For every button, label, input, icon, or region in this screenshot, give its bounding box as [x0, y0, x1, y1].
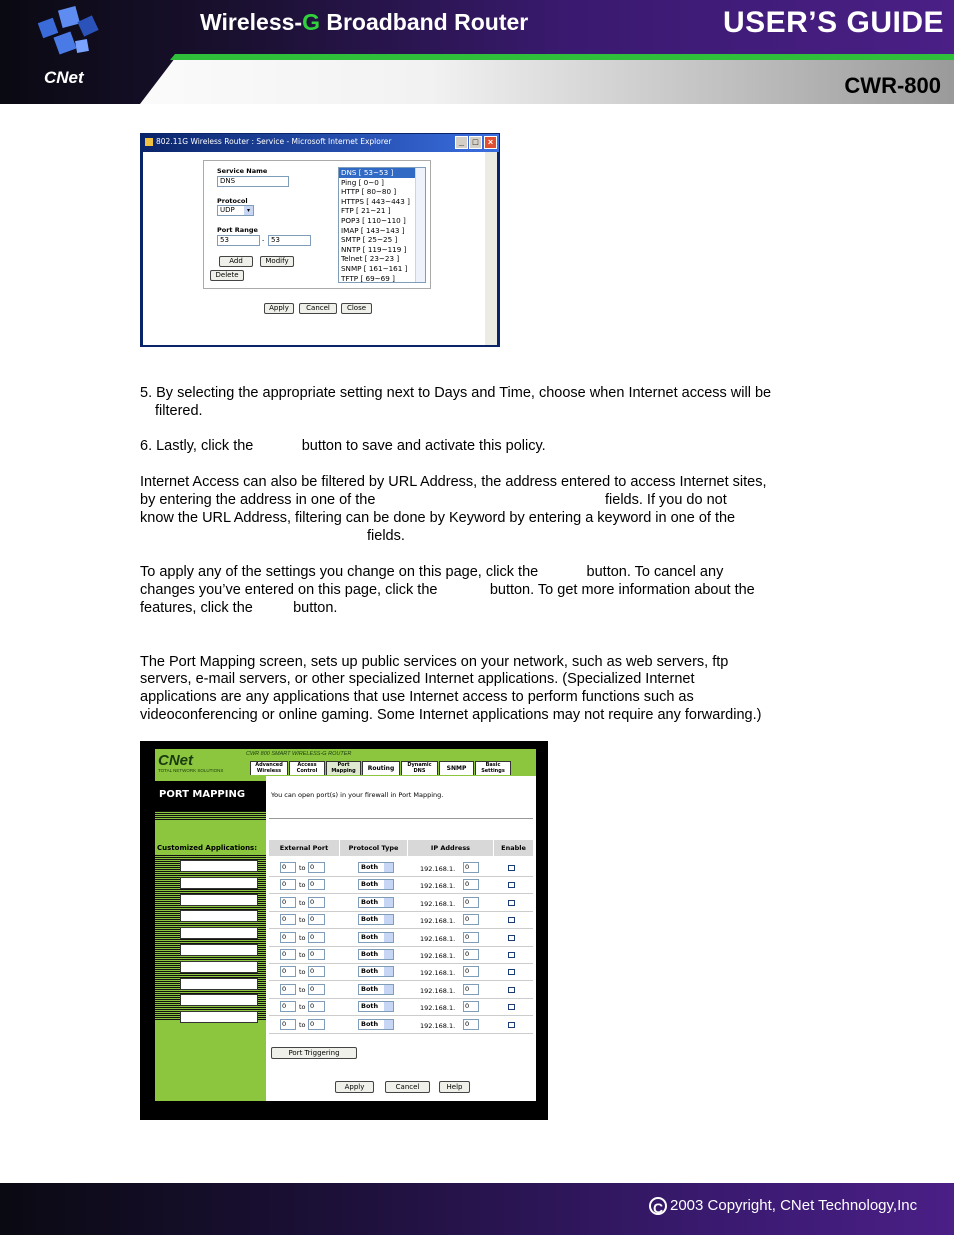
protocol-type-select[interactable]: Both [358, 966, 394, 977]
enable-checkbox[interactable] [508, 935, 515, 941]
close-button[interactable]: Close [341, 303, 372, 314]
ip-prefix: 192.168.1. [420, 969, 456, 978]
header-title: Wireless-G Broadband Router [200, 9, 529, 35]
ip-prefix: 192.168.1. [420, 865, 456, 873]
protocol-type-select[interactable]: Both [358, 879, 394, 890]
page-title: PORT MAPPING [159, 789, 246, 800]
port-to-input[interactable]: 53 [268, 235, 311, 246]
enable-checkbox[interactable] [508, 987, 515, 993]
protocol-type-select[interactable]: Both [358, 914, 394, 925]
external-port-from-input[interactable]: 0 [280, 914, 296, 925]
service-list-item[interactable]: HTTPS [ 443~443 ] [341, 196, 410, 206]
window-titlebar [141, 134, 499, 152]
ip-last-octet-input[interactable]: 0 [463, 862, 479, 873]
ip-last-octet-input[interactable]: 0 [463, 879, 479, 890]
modify-button[interactable]: Modify [260, 256, 294, 267]
external-port-from-input[interactable]: 0 [280, 932, 296, 943]
protocol-type-select[interactable]: Both [358, 862, 394, 873]
application-name-input[interactable] [180, 877, 258, 889]
page-header [0, 0, 954, 104]
chevron-down-icon: ▾ [244, 206, 253, 215]
tab-label-line1: Advanced [255, 762, 283, 768]
col-ip-address: IP Address [408, 840, 493, 856]
tab-dynamic-dns[interactable] [401, 761, 438, 775]
router-logo: CNet [158, 752, 194, 769]
close-icon[interactable]: × [484, 136, 497, 149]
service-fieldset [203, 160, 431, 289]
apply-line1: To apply any of the settings you change on this page, click the button. To cancel any [140, 564, 724, 580]
copyright-icon: C [649, 1197, 667, 1215]
ip-prefix: 192.168.1. [420, 952, 456, 960]
tab-label-line2: Wireless [256, 767, 282, 774]
apply-button[interactable]: Apply [335, 1081, 374, 1093]
cancel-button[interactable]: Cancel [299, 303, 337, 314]
intro-text: You can open port(s) in your firewall in Port Mapping. [271, 791, 444, 799]
ip-prefix: 192.168.1. [420, 882, 456, 891]
ip-prefix: 192.168.1. [420, 1004, 456, 1013]
external-port-from-input[interactable]: 0 [280, 897, 296, 908]
header-logo: CNet [44, 68, 84, 87]
window-scrollbar[interactable] [485, 152, 497, 345]
ip-prefix: 192.168.1. [420, 917, 456, 926]
to-label: to [299, 898, 306, 907]
ie-icon [145, 138, 153, 146]
enable-checkbox[interactable] [508, 900, 515, 906]
protocol-select[interactable]: UDP ▾ [217, 205, 254, 216]
table-row [269, 946, 533, 964]
header-model: CWR-800 [844, 73, 941, 98]
router-model-line: CWR 800 SMART WIRELESS-G ROUTER [246, 751, 352, 757]
enable-checkbox[interactable] [508, 917, 515, 923]
pm-line1: The Port Mapping screen, sets up public services on your network, such as web servers, ftp [140, 654, 729, 670]
tab-access-control[interactable] [289, 761, 325, 775]
window-title: 802.11G Wireless Router : Service - Microsoft Internet Explorer [156, 137, 392, 146]
application-name-input[interactable] [180, 978, 258, 990]
service-name-input[interactable]: DNS [217, 176, 289, 187]
router-topbar [155, 749, 536, 776]
enable-checkbox[interactable] [508, 1004, 515, 1010]
to-label: to [299, 1003, 306, 1012]
apply-line2: changes you’ve entered on this page, click the button. To get more information about the [140, 582, 755, 598]
table-row [269, 929, 533, 947]
service-list-item[interactable]: Telnet [ 23~23 ] [341, 254, 400, 264]
header-band [0, 58, 954, 104]
tab-advanced-wireless[interactable] [250, 761, 288, 775]
customized-area [155, 810, 266, 857]
step5-line2: filtered. [155, 403, 203, 419]
to-label: to [299, 881, 306, 890]
external-port-from-input[interactable]: 0 [280, 862, 296, 873]
header-guide: USER’S GUIDE [722, 6, 944, 39]
service-list-item[interactable]: DNS [ 53~53 ] [339, 168, 425, 178]
pm-line4: videoconferencing or online gaming. Some Internet applications may not require any forwarding.) [140, 707, 762, 723]
external-port-to-input[interactable]: 0 [308, 862, 325, 873]
external-port-to-input[interactable]: 0 [308, 1019, 325, 1030]
application-name-input[interactable] [180, 1011, 258, 1023]
enable-checkbox[interactable] [508, 969, 515, 975]
port-mapping-screenshot [140, 741, 548, 1120]
ip-last-octet-input[interactable]: 0 [463, 932, 479, 943]
to-label: to [299, 933, 306, 942]
protocol-type-select[interactable]: Both [358, 984, 394, 995]
ip-prefix: 192.168.1. [420, 899, 456, 908]
external-port-from-input[interactable]: 0 [280, 1019, 296, 1030]
protocol-type-select[interactable]: Both [358, 1001, 394, 1012]
divider [269, 818, 533, 819]
to-label: to [299, 864, 306, 872]
tab-snmp[interactable] [439, 761, 474, 775]
page-title-bar [155, 781, 266, 811]
tab-label-line1: Access [297, 762, 317, 768]
col-enable: Enable [494, 840, 533, 856]
application-name-input[interactable] [180, 860, 258, 872]
external-port-to-input[interactable]: 0 [308, 932, 325, 943]
external-port-to-input[interactable]: 0 [308, 966, 325, 977]
ip-prefix: 192.168.1. [420, 934, 456, 943]
application-name-input[interactable] [180, 944, 258, 956]
tab-label-line2: Settings [481, 767, 505, 774]
enable-checkbox[interactable] [508, 882, 515, 888]
step6-text: 6. Lastly, click the button to save and activate this policy. [140, 438, 546, 454]
pm-line3: applications are any applications that use Internet access to perform functions such as [140, 689, 694, 705]
customized-label: Customized Applications: [157, 844, 258, 852]
service-list-item[interactable]: FTP [ 21~21 ] [341, 206, 391, 216]
table-row [269, 876, 533, 894]
external-port-from-input[interactable]: 0 [280, 949, 296, 960]
service-list[interactable] [338, 167, 426, 283]
external-port-from-input[interactable]: 0 [280, 879, 296, 890]
external-port-to-input[interactable]: 0 [308, 1001, 325, 1012]
table-row [269, 981, 533, 999]
tab-label-line2: Mapping [331, 767, 356, 774]
application-name-input[interactable] [180, 961, 258, 973]
port-triggering-button[interactable]: Port Triggering [271, 1047, 357, 1059]
url-line4: fields. [367, 528, 405, 544]
enable-checkbox[interactable] [508, 952, 515, 958]
external-port-from-input[interactable]: 0 [280, 1001, 296, 1012]
url-line2: by entering the address in one of the fields. If you do not [140, 492, 727, 508]
tab-label-line1: Routing [367, 765, 395, 772]
table-row [269, 859, 533, 877]
list-scrollbar[interactable] [415, 168, 425, 282]
protocol-type-select[interactable]: Both [358, 897, 394, 908]
service-list-item[interactable]: Ping [ 0~0 ] [341, 177, 384, 187]
table-row [269, 963, 533, 981]
ip-prefix: 192.168.1. [420, 986, 456, 995]
header-green-line [130, 54, 954, 60]
ip-last-octet-input[interactable]: 0 [463, 914, 479, 925]
tab-label-line1: Dynamic [407, 762, 432, 768]
router-logo-sub: TOTAL NETWORK SOLUTIONS [158, 768, 224, 773]
table-row [269, 1016, 533, 1034]
table-row [269, 894, 533, 912]
port-from-input[interactable]: 53 [217, 235, 260, 246]
maximize-icon[interactable]: □ [469, 136, 482, 149]
table-row [269, 911, 533, 929]
ip-last-octet-input[interactable]: 0 [463, 897, 479, 908]
external-port-to-input[interactable]: 0 [308, 879, 325, 890]
ip-last-octet-input[interactable]: 0 [463, 984, 479, 995]
external-port-from-input[interactable]: 0 [280, 984, 296, 995]
minimize-icon[interactable]: _ [455, 136, 468, 149]
service-list-item[interactable]: HTTP [ 80~80 ] [341, 187, 397, 197]
to-label: to [299, 1020, 306, 1029]
pm-line2: servers, e-mail servers, or other specialized Internet applications. (Specialized Internet [140, 671, 695, 687]
cnet-cubes-icon [36, 6, 106, 62]
ip-last-octet-input[interactable]: 0 [463, 1019, 479, 1030]
external-port-to-input[interactable]: 0 [308, 984, 325, 995]
copyright-text: 2003 Copyright, CNet Technology,Inc [670, 1197, 918, 1214]
service-list-item[interactable]: SNMP [ 161~161 ] [341, 263, 408, 273]
tab-routing[interactable] [362, 761, 400, 775]
to-label: to [299, 968, 306, 977]
tab-label-line1: SNMP [446, 765, 467, 772]
port-mapping-main [266, 776, 536, 1101]
ip-prefix: 192.168.1. [420, 1021, 456, 1030]
application-name-input[interactable] [180, 927, 258, 939]
step5-line1: 5. By selecting the appropriate setting next to Days and Time, choose when Internet access will be [140, 385, 772, 401]
tab-label-line1: Port [337, 762, 350, 768]
enable-checkbox[interactable] [508, 1022, 515, 1028]
ip-last-octet-input[interactable]: 0 [463, 1001, 479, 1012]
service-name-label: Service Name [217, 167, 268, 175]
apply-button[interactable]: Apply [264, 303, 294, 314]
url-line1: Internet Access can also be filtered by URL Address, the address entered to access Internet sites, [140, 474, 767, 490]
tab-basic-settings[interactable] [475, 761, 511, 775]
to-label: to [299, 985, 306, 994]
url-line3: know the URL Address, filtering can be done by Keyword by entering a keyword in one of the [140, 510, 736, 526]
external-port-to-input[interactable]: 0 [308, 897, 325, 908]
tab-port-mapping[interactable] [326, 761, 361, 775]
application-name-input[interactable] [180, 894, 258, 906]
external-port-to-input[interactable]: 0 [308, 914, 325, 925]
delete-button[interactable]: Delete [210, 270, 244, 281]
ip-last-octet-input[interactable]: 0 [463, 966, 479, 977]
apply-line3: features, click the button. [140, 600, 338, 616]
protocol-type-select[interactable]: Both [358, 949, 394, 960]
external-port-to-input[interactable]: 0 [308, 949, 325, 960]
to-label: to [299, 951, 306, 959]
port-separator: - [262, 236, 265, 244]
external-port-from-input[interactable]: 0 [280, 966, 296, 977]
to-label: to [299, 916, 306, 925]
tab-label-line2: DNS [413, 767, 426, 774]
col-external-port: External Port [269, 840, 339, 856]
service-list-item[interactable]: TFTP [ 69~69 ] [341, 273, 395, 283]
application-name-input[interactable] [180, 910, 258, 922]
help-button[interactable]: Help [439, 1081, 470, 1093]
cancel-button[interactable]: Cancel [385, 1081, 430, 1093]
tab-label-line2: Control [296, 767, 318, 774]
service-list-item[interactable]: SMTP [ 25~25 ] [341, 235, 398, 245]
protocol-type-select[interactable]: Both [358, 932, 394, 943]
port-range-label: Port Range [217, 226, 258, 234]
table-row [269, 998, 533, 1016]
service-list-item[interactable]: POP3 [ 110~110 ] [341, 215, 406, 225]
service-list-item[interactable]: NNTP [ 119~119 ] [341, 244, 407, 254]
protocol-label: Protocol [217, 197, 248, 205]
add-button[interactable]: Add [219, 256, 253, 267]
service-window-screenshot [140, 133, 500, 347]
ip-last-octet-input[interactable]: 0 [463, 949, 479, 960]
enable-checkbox[interactable] [508, 865, 515, 871]
protocol-type-select[interactable]: Both [358, 1019, 394, 1030]
tab-label-line1: Basic [485, 762, 501, 768]
window-body [143, 152, 497, 345]
application-name-input[interactable] [180, 994, 258, 1006]
service-list-item[interactable]: IMAP [ 143~143 ] [341, 225, 405, 235]
col-protocol-type: Protocol Type [340, 840, 407, 856]
